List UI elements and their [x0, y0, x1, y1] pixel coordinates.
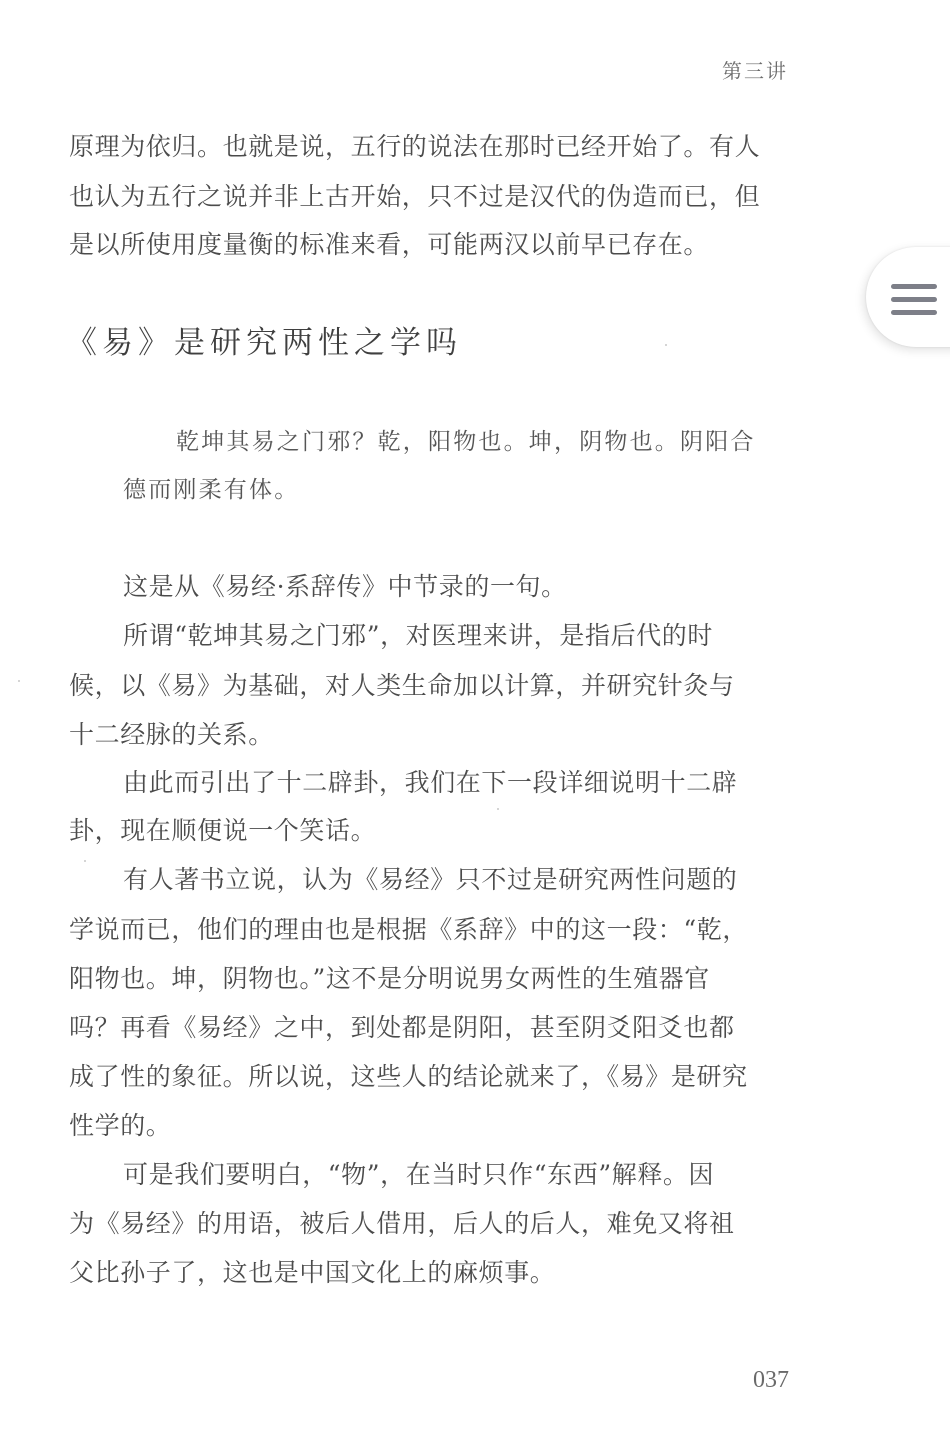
scan-speck — [497, 808, 499, 810]
text-line: 可是我们要明白，“物”，在当时只作“东西”解释。因 — [123, 1160, 715, 1189]
text-line: 卦，现在顺便说一个笑话。 — [69, 816, 377, 845]
text-line: 吗？再看《易经》之中，到处都是阴阳，甚至阴爻阳爻也都 — [69, 1013, 735, 1042]
scan-speck — [84, 860, 86, 862]
menu-bar — [891, 310, 937, 315]
text-line: 父比孙子了，这也是中国文化上的麻烦事。 — [69, 1258, 556, 1287]
text-line: 十二经脉的关系。 — [69, 720, 274, 749]
text-line: 所谓“乾坤其易之门邪”，对医理来讲，是指后代的时 — [123, 621, 713, 650]
text-line: 有人著书立说，认为《易经》只不过是研究两性问题的 — [123, 865, 738, 894]
quotation-line: 德而刚柔有体。 — [123, 477, 300, 503]
text-line: 这是从《易经·系辞传》中节录的一句。 — [123, 572, 567, 601]
page-number: 037 — [753, 1367, 789, 1393]
text-line: 由此而引出了十二辟卦，我们在下一段详细说明十二辟 — [123, 768, 738, 797]
text-line: 也认为五行之说并非上古开始，只不过是汉代的伪造而已，但 — [69, 182, 761, 211]
menu-bar — [891, 297, 937, 302]
text-line: 阳物也。坤，阴物也。”这不是分明说男女两性的生殖器官 — [69, 964, 710, 993]
quotation-line: 乾坤其易之门邪？乾，阳物也。坤，阴物也。阴阳合 — [176, 429, 756, 455]
hamburger-menu-icon — [891, 284, 937, 314]
scan-speck — [18, 680, 20, 682]
text-line: 为《易经》的用语，被后人借用，后人的后人，难免又将祖 — [69, 1209, 735, 1238]
text-line: 性学的。 — [69, 1111, 172, 1140]
section-heading: 《易》是研究两性之学吗 — [66, 325, 462, 361]
text-line: 候，以《易》为基础，对人类生命加以计算，并研究针灸与 — [69, 671, 735, 700]
text-line: 成了性的象征。所以说，这些人的结论就来了，《易》是研究 — [69, 1062, 748, 1091]
scan-speck — [665, 344, 667, 346]
text-line: 学说而已，他们的理由也是根据《系辞》中的这一段：“乾， — [69, 915, 748, 944]
menu-bar — [891, 284, 937, 289]
text-line: 是以所使用度量衡的标准来看，可能两汉以前早已存在。 — [69, 230, 710, 259]
text-line: 原理为依归。也就是说，五行的说法在那时已经开始了。有人 — [69, 132, 761, 161]
menu-button[interactable] — [866, 247, 950, 347]
running-head: 第三讲 — [722, 59, 788, 83]
